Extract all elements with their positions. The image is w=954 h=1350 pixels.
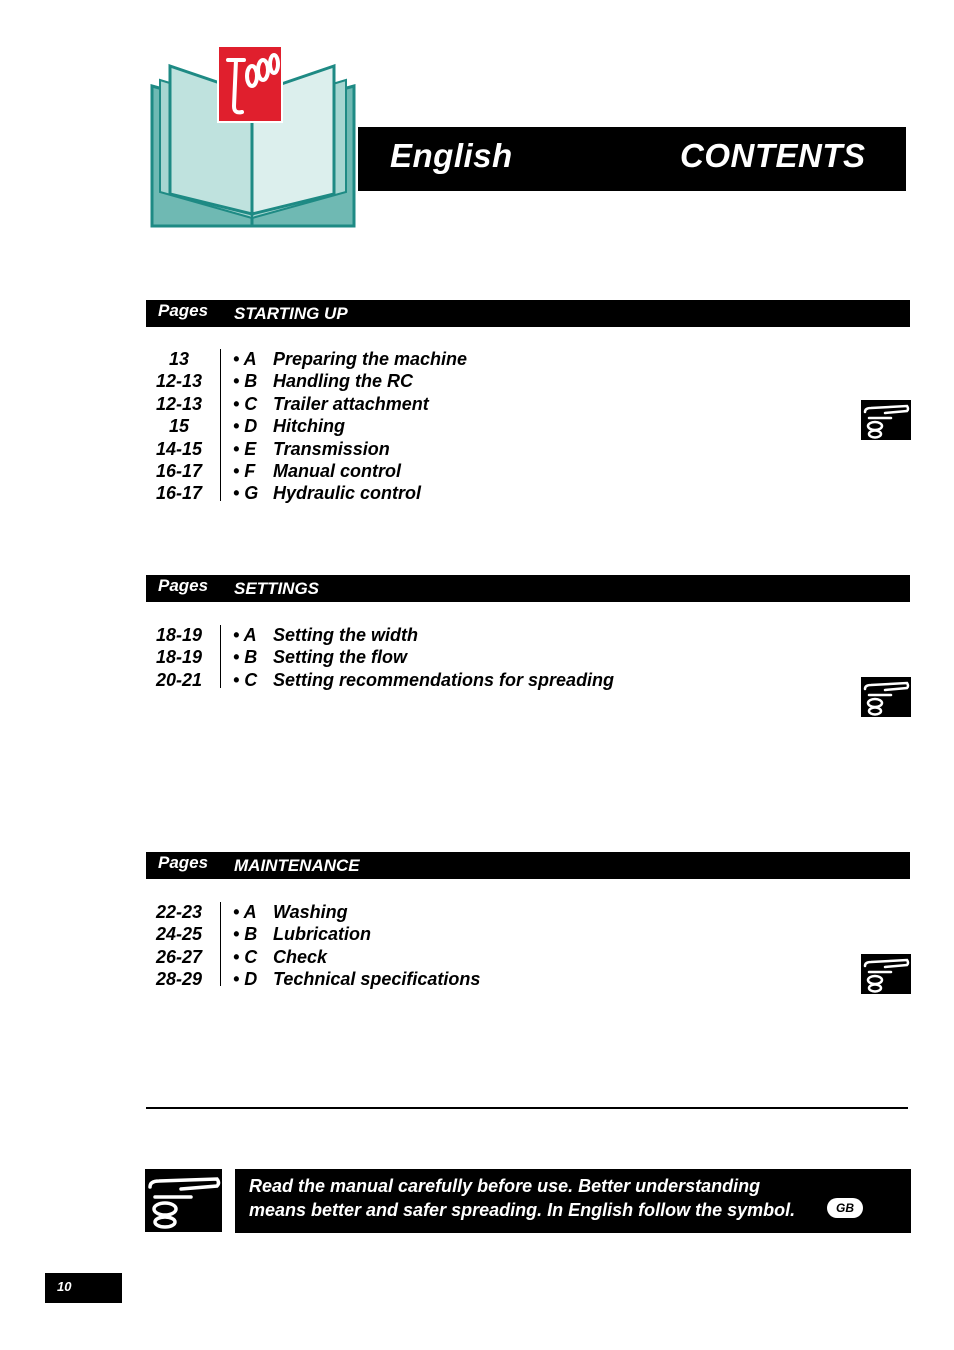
language-title: English	[390, 137, 513, 174]
page-range: 22-23	[155, 902, 203, 922]
entry-title: Trailer attachment	[273, 393, 429, 414]
entry-letter: • G	[233, 483, 259, 504]
notice-box	[235, 1169, 911, 1233]
page-range: 18-19	[155, 625, 203, 645]
separator-line	[220, 902, 221, 986]
pointing-hand-icon	[145, 1169, 222, 1232]
notice-line-1: Read the manual carefully before use. Better understanding	[249, 1176, 761, 1196]
horizontal-divider	[146, 1107, 908, 1109]
page-range: 28-29	[155, 969, 203, 990]
separator-line	[220, 625, 221, 688]
entry-title: Check	[273, 946, 328, 967]
pointing-hand-icon	[861, 400, 911, 440]
entry-letter: • B	[233, 924, 258, 945]
section-heading: MAINTENANCE	[234, 856, 360, 875]
page-range: 13	[168, 349, 190, 369]
section-header-starting-up	[146, 300, 910, 327]
entry-letter: • E	[233, 438, 257, 459]
page-range: 18-19	[155, 647, 203, 668]
entry-letter: • A	[233, 625, 257, 645]
entry-title: Manual control	[273, 460, 402, 481]
contents-title: CONTENTS	[680, 137, 866, 174]
page-range: 24-25	[155, 924, 203, 945]
section-heading: STARTING UP	[234, 304, 348, 323]
page-range: 15	[168, 416, 190, 437]
entry-letter: • C	[233, 393, 258, 414]
entry-title: Preparing the machine	[273, 349, 468, 369]
entry-letter: • A	[233, 902, 257, 922]
entry-letter: • B	[233, 647, 258, 668]
page-range: 12-13	[155, 371, 203, 392]
notice-line-2: means better and safer spreading. In English follow the symbol.	[249, 1200, 796, 1220]
section-heading: SETTINGS	[234, 579, 320, 598]
page-number-box	[45, 1273, 122, 1303]
title-bar	[358, 127, 906, 191]
page-range: 26-27	[155, 946, 203, 967]
pages-label: Pages	[158, 853, 209, 872]
open-book-logo-icon	[148, 44, 358, 230]
entry-letter: • C	[233, 669, 258, 690]
page-range: 20-21	[155, 669, 203, 690]
page-range: 12-13	[155, 393, 203, 414]
section-header-settings	[146, 575, 910, 602]
section-header-maintenance	[146, 852, 910, 879]
entry-title: Setting recommendations for spreading	[273, 669, 615, 690]
entry-title: Washing	[273, 902, 348, 922]
entry-letter: • B	[233, 371, 258, 392]
entry-title: Technical specifications	[273, 969, 481, 990]
page-range: 16-17	[155, 460, 203, 481]
entry-title: Hitching	[273, 416, 345, 437]
pointing-hand-icon	[861, 677, 911, 717]
entry-letter: • D	[233, 416, 258, 437]
entry-title: Lubrication	[273, 924, 371, 945]
page-number: 10	[57, 1279, 72, 1294]
entry-title: Hydraulic control	[273, 483, 422, 504]
entry-title: Transmission	[273, 438, 390, 459]
entry-title: Handling the RC	[273, 371, 413, 392]
entry-letter: • D	[233, 969, 258, 990]
page-range: 16-17	[155, 483, 203, 504]
page-range: 14-15	[155, 438, 203, 459]
pointing-hand-icon	[861, 954, 911, 994]
gb-badge: GB	[827, 1198, 863, 1218]
pages-label: Pages	[158, 576, 209, 595]
pages-label: Pages	[158, 301, 209, 320]
entry-title: Setting the width	[273, 625, 418, 645]
entry-letter: • A	[233, 349, 257, 369]
entry-letter: • F	[233, 460, 256, 481]
entry-title: Setting the flow	[273, 647, 407, 668]
entry-letter: • C	[233, 946, 258, 967]
separator-line	[220, 349, 221, 501]
